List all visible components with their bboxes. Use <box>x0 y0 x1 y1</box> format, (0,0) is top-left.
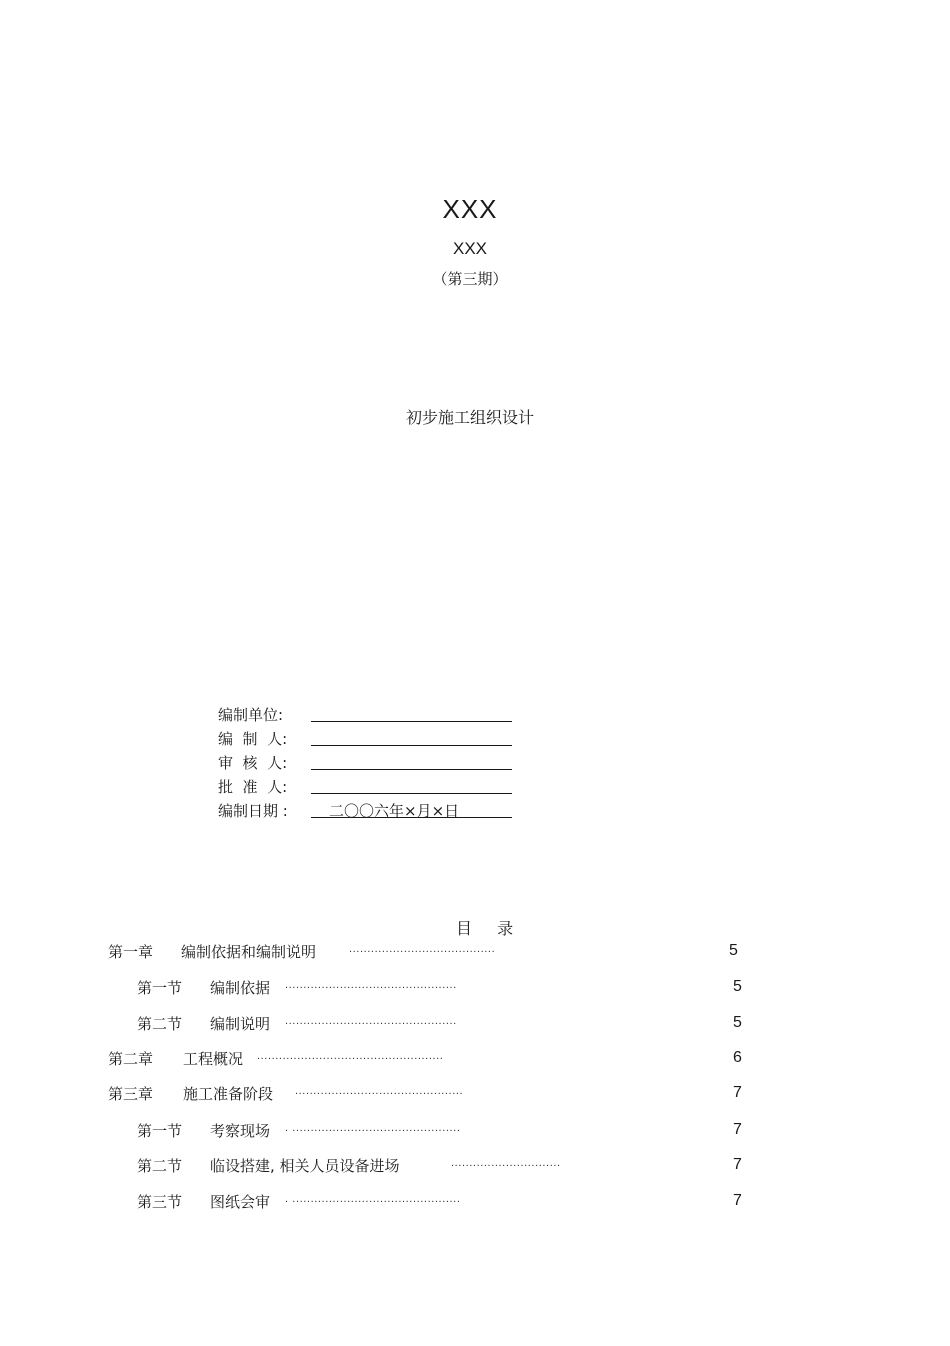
document-title: XXX <box>442 194 498 224</box>
toc-entry-number: 第二章 <box>108 1050 154 1068</box>
toc-entry-page: 5 <box>733 1014 742 1031</box>
toc-entry[interactable] <box>137 977 737 999</box>
signoff-author-field <box>311 728 512 746</box>
toc-entry-title: 编制依据和编制说明 <box>181 943 317 961</box>
toc-entry-title: 工程概况 <box>183 1050 244 1068</box>
toc-entry-page: 7 <box>733 1084 742 1101</box>
signoff-reviewer-field <box>311 752 512 770</box>
signoff-approver-label: 批 准 人: <box>218 778 288 796</box>
toc-entry-leader: ........................................ <box>349 943 496 955</box>
toc-entry[interactable] <box>137 1120 737 1142</box>
toc-entry-leader: .............................................. <box>295 1085 464 1097</box>
toc-entry-leader: ................................................... <box>257 1050 444 1062</box>
toc-entry-title: 图纸会审 <box>210 1193 271 1211</box>
toc-entry[interactable] <box>137 1013 737 1035</box>
signoff-unit-field <box>311 704 512 722</box>
toc-entry-number: 第二节 <box>137 1015 183 1033</box>
toc-entry-leader: ............................................... <box>285 1015 457 1027</box>
toc-entry-title: 编制说明 <box>210 1015 271 1033</box>
toc-entry-number: 第二节 <box>137 1157 183 1175</box>
toc-entry[interactable] <box>108 941 748 963</box>
toc-entry-page: 5 <box>729 942 738 959</box>
toc-heading: 目 录 <box>456 919 524 938</box>
toc-entry-number: 第一节 <box>137 979 183 997</box>
toc-entry-number: 第三节 <box>137 1193 183 1211</box>
signoff-unit-label: 编制单位: <box>218 706 284 724</box>
toc-entry-leader: ............................................... <box>285 979 457 991</box>
toc-entry-leader: . .............................................. <box>285 1122 461 1134</box>
toc-entry-title: 施工准备阶段 <box>183 1085 274 1103</box>
signoff-reviewer-label: 审 核 人: <box>218 754 288 772</box>
signoff-date-field <box>311 800 512 818</box>
signoff-approver-field <box>311 776 512 794</box>
document-subtitle: XXX <box>452 239 488 258</box>
toc-entry[interactable] <box>137 1191 737 1213</box>
toc-entry-title: 临设搭建, 相关人员设备进场 <box>210 1157 400 1175</box>
toc-entry-leader: .............................. <box>451 1157 561 1169</box>
toc-entry[interactable] <box>137 1155 737 1177</box>
toc-entry-page: 7 <box>733 1121 742 1138</box>
toc-entry-page: 7 <box>733 1192 742 1209</box>
document-phase: （第三期） <box>432 270 508 288</box>
toc-entry-number: 第一章 <box>108 943 154 961</box>
signoff-author-label: 编 制 人: <box>218 730 288 748</box>
toc-entry-page: 6 <box>733 1049 742 1066</box>
toc-entry-title: 考察现场 <box>210 1122 271 1140</box>
document-name: 初步施工组织设计 <box>405 408 534 427</box>
signoff-date-label: 编制日期 : <box>218 802 288 820</box>
toc-entry-page: 7 <box>733 1156 742 1173</box>
toc-entry-leader: . .............................................. <box>285 1193 461 1205</box>
toc-entry-title: 编制依据 <box>210 979 271 997</box>
toc-entry-number: 第三章 <box>108 1085 154 1103</box>
signoff-date-value: 二〇〇六年×月×日 <box>329 802 460 820</box>
toc-entry-number: 第一节 <box>137 1122 183 1140</box>
toc-entry[interactable] <box>108 1048 748 1070</box>
toc-entry[interactable] <box>108 1083 748 1105</box>
toc-entry-page: 5 <box>733 978 742 995</box>
